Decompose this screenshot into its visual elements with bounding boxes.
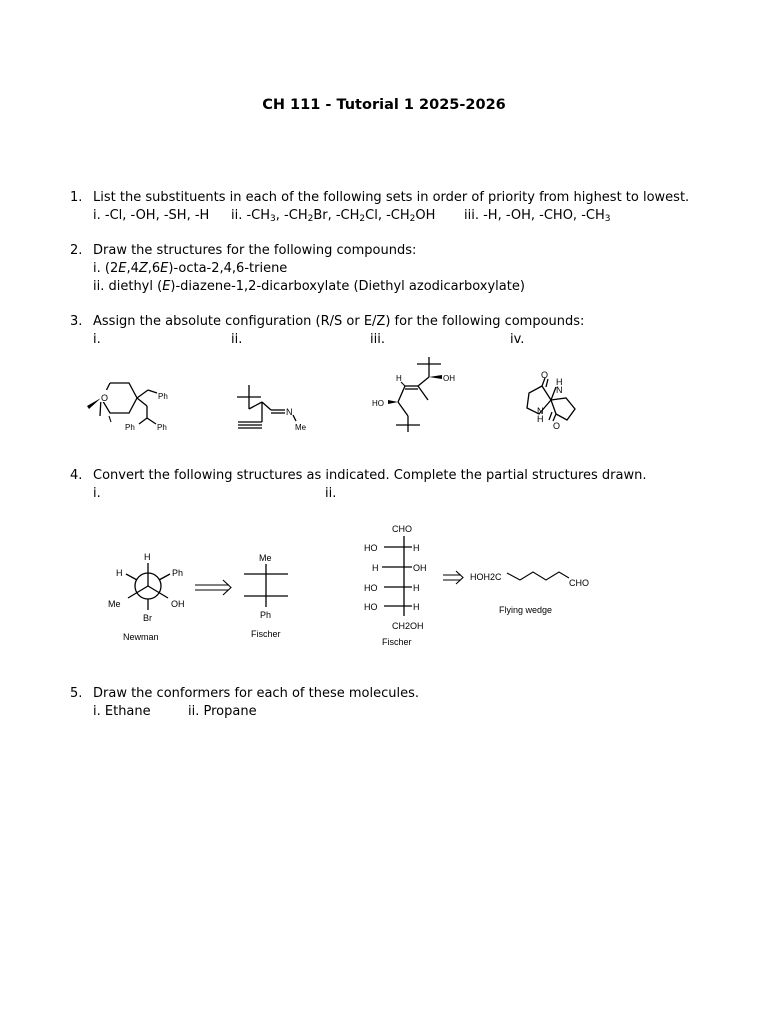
s1-ph-2: Ph [125,423,135,432]
q4-number: 4. [70,468,83,483]
q3-label-ii: ii. [231,332,243,347]
newman-ph: Ph [172,568,184,578]
fischer1-caption: Fischer [251,629,281,639]
fischer-sugar [364,524,427,647]
structure-3i [87,383,168,432]
q5-number: 5. [70,686,83,701]
q3-number: 3. [70,314,83,329]
q2-number: 2. [70,243,83,258]
q1-set-iii: iii. -H, -OH, -CHO, -CH3 [464,208,611,224]
q3-label-i: i. [93,332,101,347]
newman-h-top: H [144,552,151,562]
fischer2-row1-left: HO [364,543,378,553]
s1-ph-3: Ph [157,423,167,432]
q4-label-ii: ii. [325,486,337,501]
q1-set-i: i. -Cl, -OH, -SH, -H [93,208,210,223]
s1-oxygen: O [101,393,109,403]
q3-label-iv: iv. [510,332,525,347]
convert-arrow-1 [195,580,231,595]
q4-text: Convert the following structures as indicated. Complete the partial structures drawn. [93,468,647,483]
fischer2-row4-left: HO [364,602,378,612]
fischer2-row3-right: H [413,583,420,593]
s4-nitrogen-bottom: N [537,406,544,416]
fischer2-row3-left: HO [364,583,378,593]
q5-text: Draw the conformers for each of these molecules. [93,686,419,701]
fischer2-row2-right: OH [413,563,427,573]
q2-item-i: i. (2E,4Z,6E)-octa-2,4,6-triene [93,261,288,276]
q5-item-i: i. Ethane [93,704,151,719]
s4-oxygen-bottom: O [553,421,561,431]
newman-br: Br [143,613,152,623]
q4-label-i: i. [93,486,101,501]
s3-hydroxyl-right: OH [443,374,455,383]
fischer2-row4-right: H [413,602,420,612]
wedge-caption: Flying wedge [499,605,553,615]
q2-text: Draw the structures for the following compounds: [93,243,417,258]
q2-item-ii: ii. diethyl (E)-diazene-1,2-dicarboxylate (Diethyl azodicarboxylate) [93,279,525,294]
structure-3iii [372,357,455,432]
s2-methyl: Me [295,423,307,432]
structure-3ii [237,385,307,432]
s2-nitrogen: N [286,407,293,417]
newman-projection [108,552,185,642]
s3-hydrogen: H [396,374,402,383]
s1-ph-1: Ph [158,392,168,401]
newman-caption: Newman [123,632,159,642]
convert-arrow-2 [443,571,463,584]
page-title: CH 111 - Tutorial 1 2025-2026 [262,97,506,113]
wedge-cho: CHO [569,578,589,588]
q1-set-ii: ii. -CH3, -CH2Br, -CH2Cl, -CH2OH [231,208,436,224]
s3-hydroxyl-left: HO [372,399,384,408]
s4-oxygen-top: O [541,370,549,380]
fischer2-ch2oh: CH2OH [392,621,424,631]
fischer-partial [244,553,288,639]
newman-me: Me [108,599,121,609]
fischer2-cho: CHO [392,524,412,534]
wedge-hoh2c: HOH2C [470,572,502,582]
fischer1-ph: Ph [260,610,272,620]
s4-hydrogen-bottom: H [537,414,544,424]
fischer2-caption: Fischer [382,637,412,647]
q5-item-ii: ii. Propane [188,704,257,719]
fischer2-row1-right: H [413,543,420,553]
newman-oh: OH [171,599,185,609]
s4-nitrogen-top: N [556,385,563,395]
flying-wedge-partial [470,572,589,615]
newman-h-left: H [116,568,123,578]
q1-text: List the substituents in each of the following sets in order of priority from highest to lowest. [93,190,690,205]
q1-number: 1. [70,190,83,205]
s4-hydrogen-top: H [556,377,563,387]
q3-label-iii: iii. [370,332,385,347]
q3-text: Assign the absolute configuration (R/S or E/Z) for the following compounds: [93,314,585,329]
fischer1-me: Me [259,553,272,563]
structure-3iv [527,370,575,431]
fischer2-row2-left: H [372,563,379,573]
